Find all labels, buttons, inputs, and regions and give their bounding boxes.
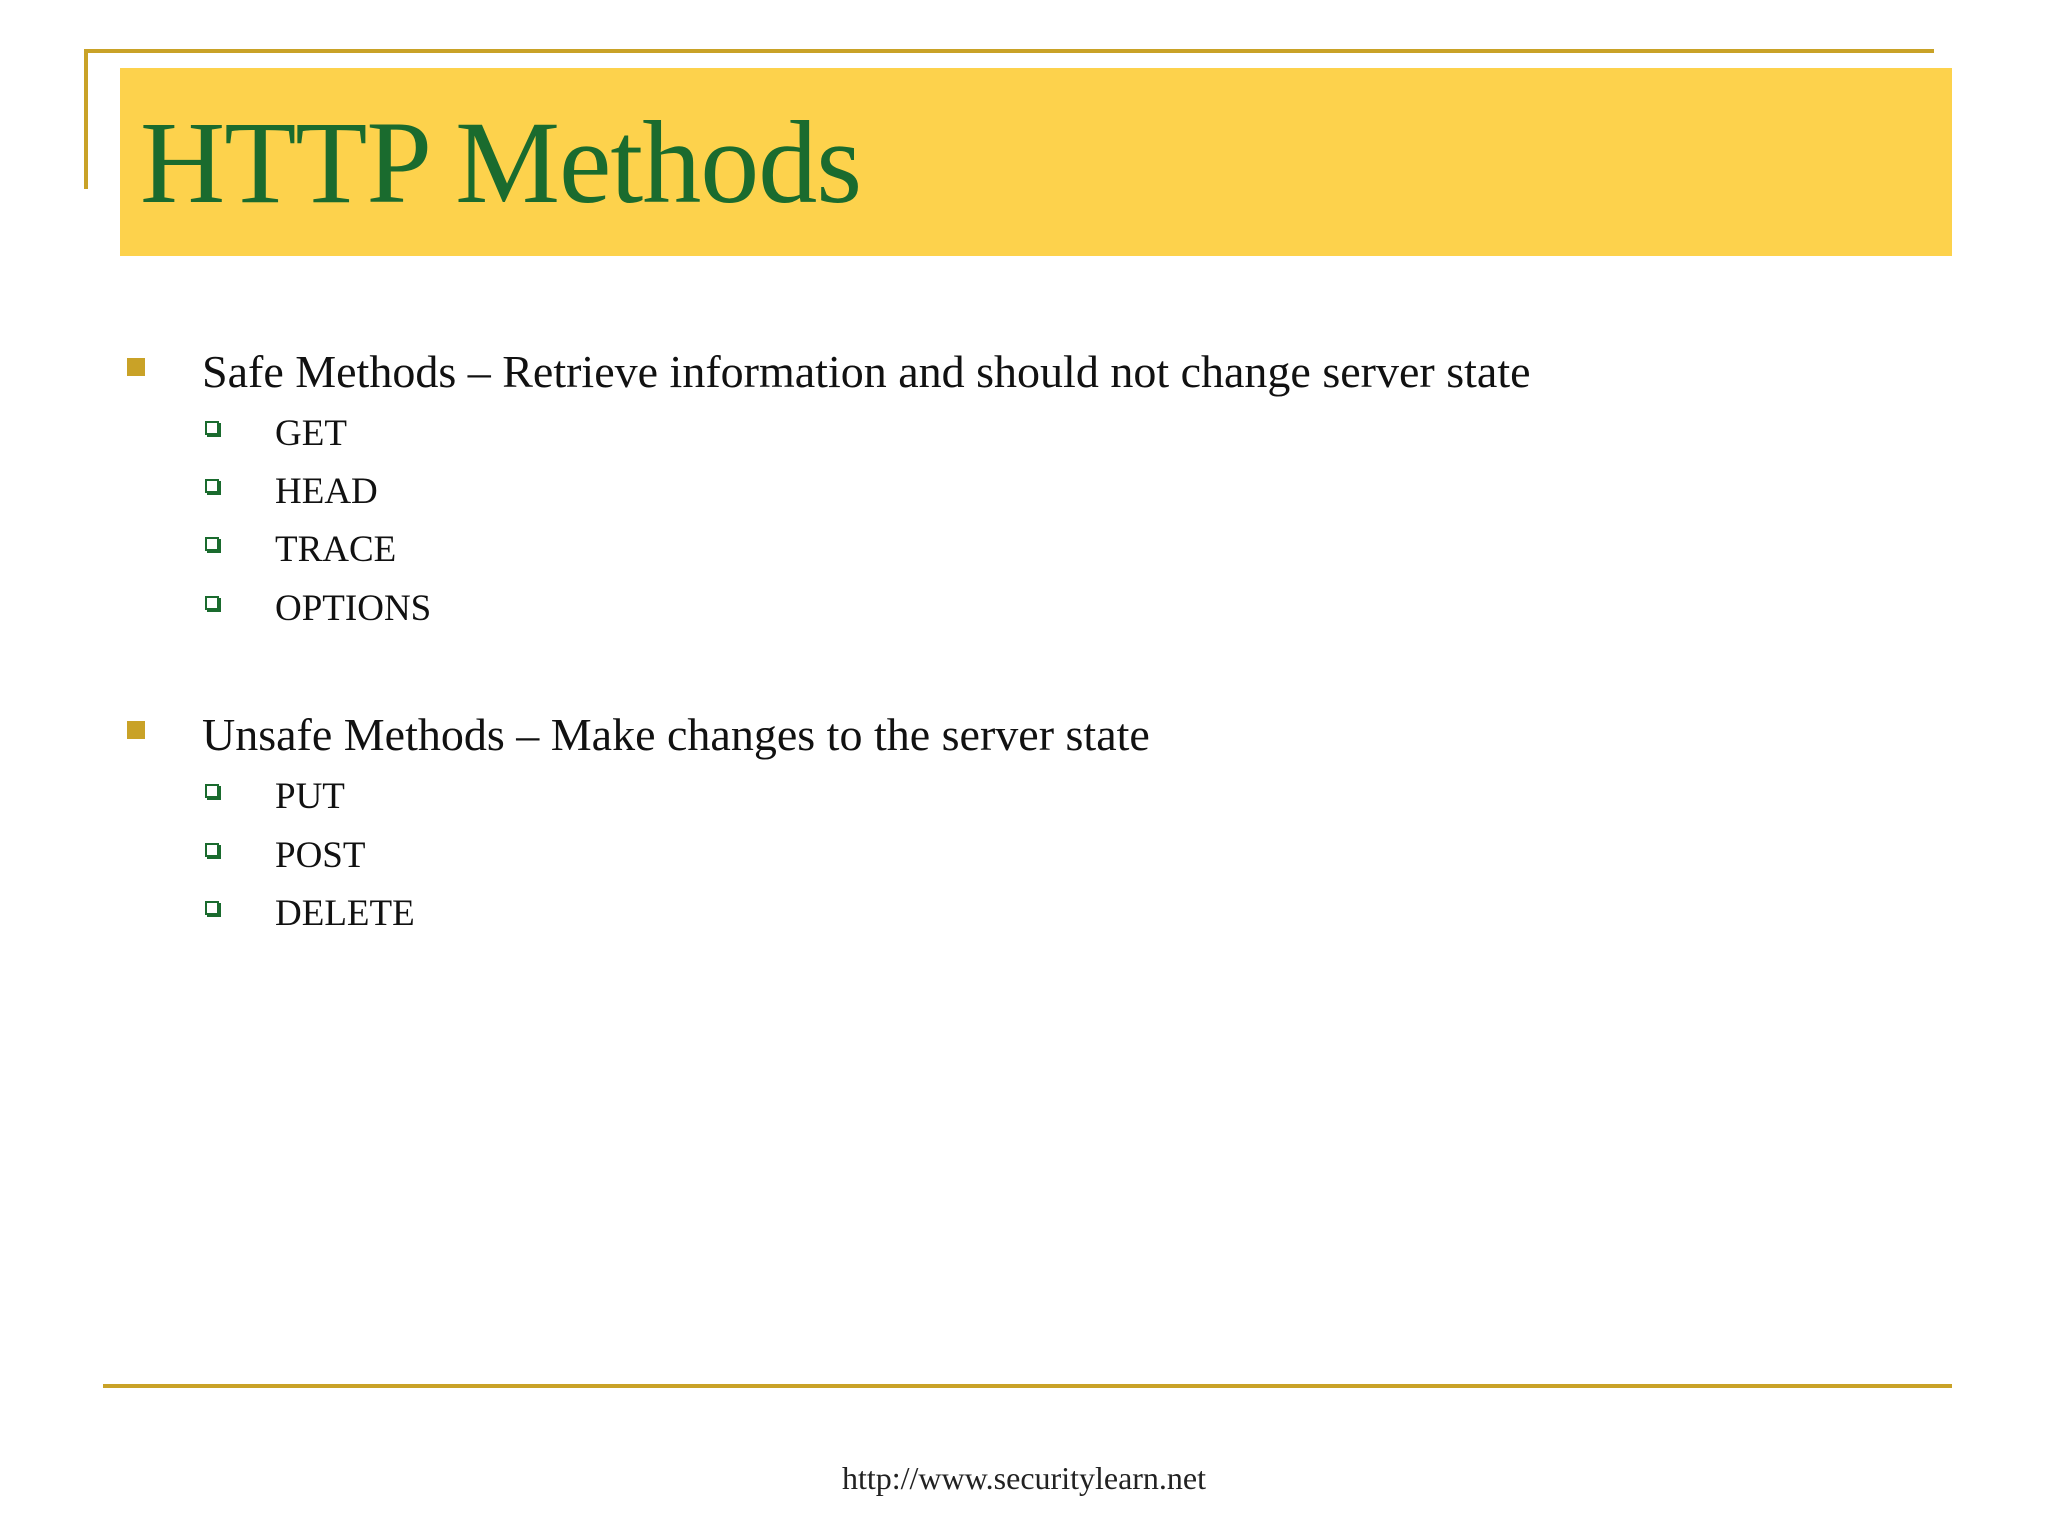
hollow-square-icon bbox=[205, 901, 219, 915]
hollow-square-icon bbox=[205, 596, 219, 610]
list-item: DELETE bbox=[275, 893, 415, 934]
hollow-square-icon bbox=[205, 537, 219, 551]
list-item: HEAD bbox=[275, 471, 378, 512]
section-heading-safe: Safe Methods – Retrieve information and should not change server state bbox=[202, 346, 1531, 397]
section-heading-unsafe: Unsafe Methods – Make changes to the server state bbox=[202, 709, 1150, 760]
list-item: PUT bbox=[275, 776, 345, 817]
hollow-square-icon bbox=[205, 784, 219, 798]
list-item: GET bbox=[275, 413, 347, 454]
filled-square-icon bbox=[127, 721, 145, 739]
footer-url: http://www.securitylearn.net bbox=[841, 1460, 1207, 1496]
list-item: POST bbox=[275, 835, 366, 876]
hollow-square-icon bbox=[205, 479, 219, 493]
hollow-square-icon bbox=[205, 843, 219, 857]
hollow-square-icon bbox=[205, 421, 219, 435]
list-item: OPTIONS bbox=[275, 588, 432, 629]
filled-square-icon bbox=[127, 358, 145, 376]
list-item: TRACE bbox=[275, 529, 397, 570]
slide-title: HTTP Methods bbox=[140, 97, 862, 228]
footer-rule bbox=[103, 1384, 1952, 1388]
